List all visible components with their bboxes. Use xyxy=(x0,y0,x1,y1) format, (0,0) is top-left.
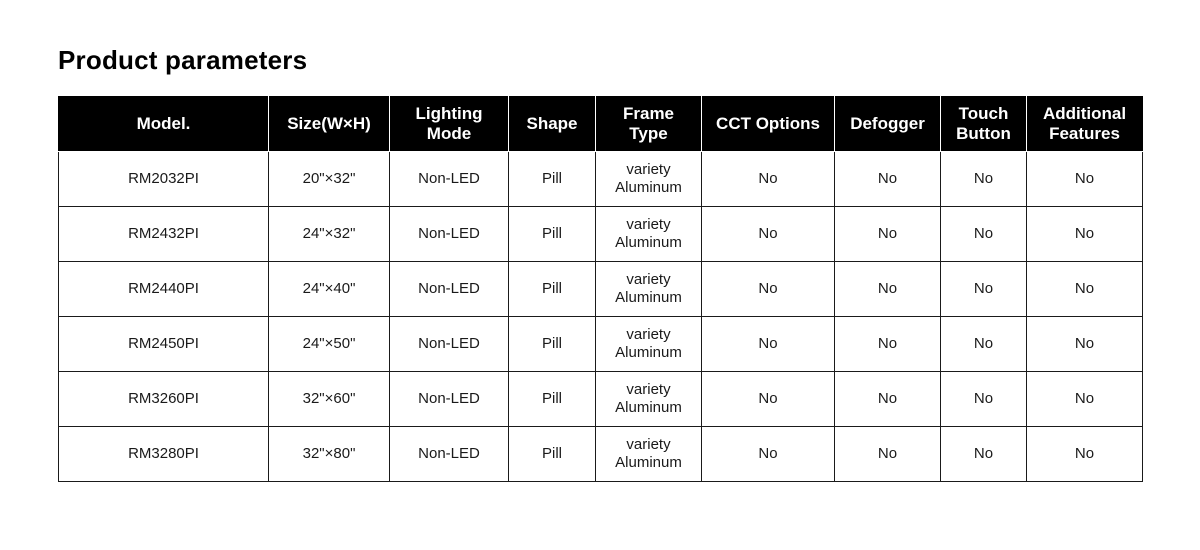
cell-frame-type: variety Aluminum xyxy=(596,207,702,262)
cell-cct-options: No xyxy=(702,372,835,427)
table-row xyxy=(59,372,1143,427)
cell-defogger: No xyxy=(835,207,941,262)
page-title: Product parameters xyxy=(58,45,308,75)
cell-additional-features: No xyxy=(1027,262,1143,317)
cell-lighting-mode: Non-LED xyxy=(390,317,509,372)
column-header-touch-button: Touch Button xyxy=(941,97,1027,152)
cell-touch-button: No xyxy=(941,262,1027,317)
cell-shape: Pill xyxy=(509,372,596,427)
table-row xyxy=(59,262,1143,317)
cell-touch-button: No xyxy=(941,207,1027,262)
cell-frame-type: variety Aluminum xyxy=(596,372,702,427)
table-row xyxy=(59,317,1143,372)
cell-defogger: No xyxy=(835,317,941,372)
cell-additional-features: No xyxy=(1027,207,1143,262)
cell-lighting-mode: Non-LED xyxy=(390,427,509,482)
cell-size: 24"×32" xyxy=(269,207,390,262)
cell-size: 32"×80" xyxy=(269,427,390,482)
cell-cct-options: No xyxy=(702,317,835,372)
cell-model: RM3260PI xyxy=(59,372,269,427)
cell-additional-features: No xyxy=(1027,372,1143,427)
cell-shape: Pill xyxy=(509,152,596,207)
column-header-shape: Shape xyxy=(509,97,596,152)
cell-lighting-mode: Non-LED xyxy=(390,262,509,317)
cell-cct-options: No xyxy=(702,427,835,482)
cell-cct-options: No xyxy=(702,152,835,207)
table-row xyxy=(59,207,1143,262)
cell-defogger: No xyxy=(835,262,941,317)
cell-additional-features: No xyxy=(1027,317,1143,372)
cell-frame-type: variety Aluminum xyxy=(596,262,702,317)
cell-additional-features: No xyxy=(1027,152,1143,207)
cell-touch-button: No xyxy=(941,317,1027,372)
column-header-size: Size(W×H) xyxy=(269,97,390,152)
cell-shape: Pill xyxy=(509,427,596,482)
cell-additional-features: No xyxy=(1027,427,1143,482)
cell-cct-options: No xyxy=(702,207,835,262)
table-row xyxy=(59,427,1143,482)
column-header-additional-features: Additional Features xyxy=(1027,97,1143,152)
cell-lighting-mode: Non-LED xyxy=(390,152,509,207)
cell-frame-type: variety Aluminum xyxy=(596,317,702,372)
cell-size: 20"×32" xyxy=(269,152,390,207)
column-header-defogger: Defogger xyxy=(835,97,941,152)
cell-model: RM3280PI xyxy=(59,427,269,482)
column-header-cct-options: CCT Options xyxy=(702,97,835,152)
cell-shape: Pill xyxy=(509,317,596,372)
cell-cct-options: No xyxy=(702,262,835,317)
cell-touch-button: No xyxy=(941,152,1027,207)
column-header-model: Model. xyxy=(59,97,269,152)
cell-touch-button: No xyxy=(941,372,1027,427)
table-row xyxy=(59,152,1143,207)
cell-model: RM2440PI xyxy=(59,262,269,317)
cell-size: 32"×60" xyxy=(269,372,390,427)
cell-model: RM2032PI xyxy=(59,152,269,207)
cell-shape: Pill xyxy=(509,207,596,262)
table-header-row xyxy=(59,97,1143,152)
cell-defogger: No xyxy=(835,372,941,427)
cell-defogger: No xyxy=(835,427,941,482)
cell-frame-type: variety Aluminum xyxy=(596,427,702,482)
cell-lighting-mode: Non-LED xyxy=(390,372,509,427)
cell-model: RM2450PI xyxy=(59,317,269,372)
column-header-lighting-mode: Lighting Mode xyxy=(390,97,509,152)
cell-size: 24"×40" xyxy=(269,262,390,317)
cell-size: 24"×50" xyxy=(269,317,390,372)
product-parameters-table xyxy=(58,96,1143,482)
cell-lighting-mode: Non-LED xyxy=(390,207,509,262)
cell-model: RM2432PI xyxy=(59,207,269,262)
cell-shape: Pill xyxy=(509,262,596,317)
cell-touch-button: No xyxy=(941,427,1027,482)
cell-frame-type: variety Aluminum xyxy=(596,152,702,207)
cell-defogger: No xyxy=(835,152,941,207)
column-header-frame-type: Frame Type xyxy=(596,97,702,152)
